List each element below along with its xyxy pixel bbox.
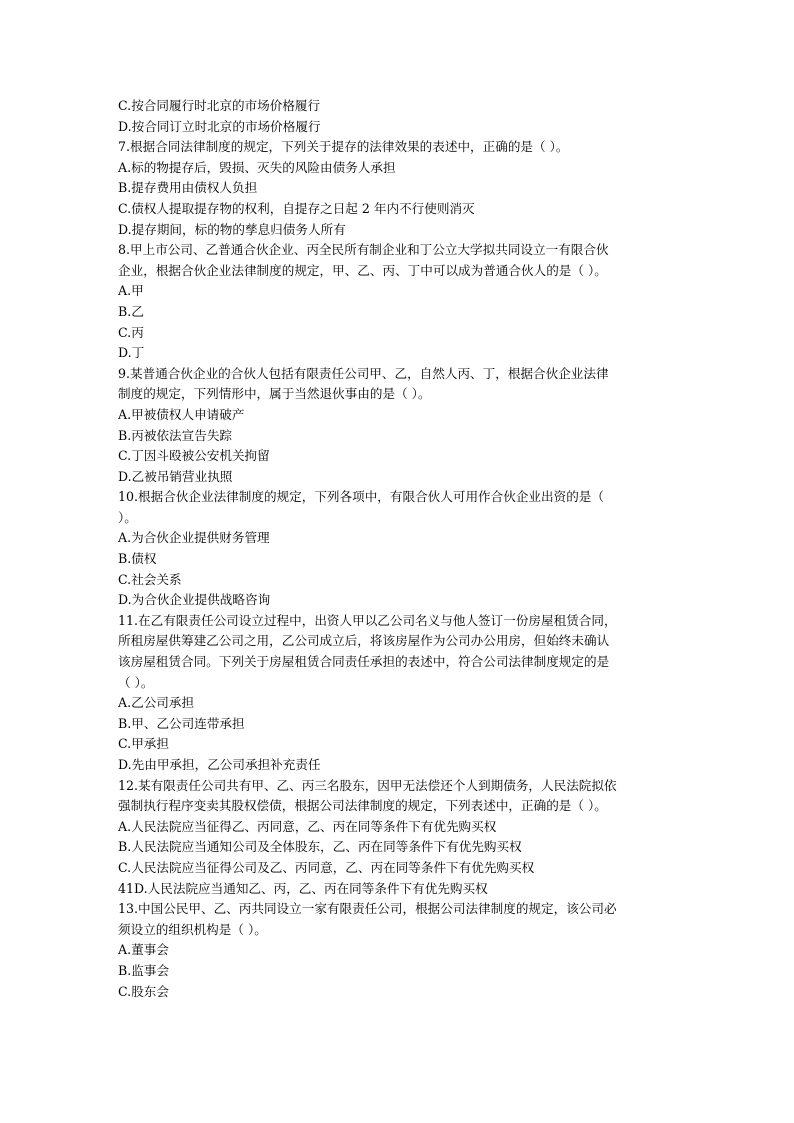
option-line: A.标的物提存后，毁损、灭失的风险由债务人承担 (118, 159, 396, 175)
option-line: C.债权人提取提存物的权利，自提存之日起 2 年内不行使则消灭 (118, 200, 475, 216)
option-line: B.乙 (118, 303, 144, 319)
option-line: B.人民法院应当通知公司及全体股东，乙、丙在同等条件下有优先购买权 (118, 839, 522, 855)
option-line: C.人民法院应当征得公司及乙、丙同意，乙、丙在同等条件下有优先购买权 (118, 859, 535, 875)
option-line: D.按合同订立时北京的市场价格履行 (118, 118, 321, 134)
question-line: 该房屋租赁合同。下列关于房屋租赁合同责任承担的表述中，符合公司法律制度规定的是 (118, 654, 610, 670)
option-line: B.监事会 (118, 962, 170, 978)
option-line: C.股东会 (118, 983, 169, 999)
option-line: D.先由甲承担，乙公司承担补充责任 (118, 757, 321, 772)
option-line: 41D.人民法院应当通知乙、丙，乙、丙在同等条件下有优先购买权 (118, 880, 488, 896)
option-line: B.丙被依法宣告失踪 (118, 427, 233, 443)
question-line: （ ）。 (118, 674, 154, 690)
question-line: 10.根据合伙企业法律制度的规定，下列各项中，有限合伙人可用作合伙企业出资的是（ (118, 489, 604, 505)
question-line: 11.在乙有限责任公司设立过程中，出资人甲以乙公司名义与他人签订一份房屋租赁合同， (118, 612, 617, 628)
option-line: B.提存费用由债权人负担 (118, 180, 258, 196)
question-line: 所租房屋供筹建乙公司之用，乙公司成立后，将该房屋作为公司办公用房，但始终未确认 (118, 633, 610, 649)
question-line: ）。 (118, 509, 137, 525)
option-line: D.提存期间，标的物的孳息归债务人所有 (118, 221, 346, 237)
question-line: 13.中国公民甲、乙、丙共同设立一家有限责任公司，根据公司法律制度的规定，该公司必 (118, 901, 617, 917)
option-line: A.乙公司承担 (118, 695, 195, 711)
option-line: C.按合同履行时北京的市场价格履行 (118, 98, 321, 113)
option-line: A.为合伙企业提供财务管理 (118, 530, 270, 546)
question-line: 须设立的组织机构是（ ）。 (118, 921, 267, 937)
question-line: 制度的规定，下列情形中，属于当然退伙事由的是（ ）。 (118, 386, 431, 402)
option-line: A.甲 (118, 283, 144, 299)
question-line: 8.甲上市公司、乙普通合伙企业、丙全民所有制企业和丁公立大学拟共同设立一有限合伙 (118, 242, 609, 258)
option-line: C.丙 (118, 324, 144, 340)
option-line: C.丁因斗殴被公安机关拘留 (118, 448, 270, 464)
question-line: 9.某普通合伙企业的合伙人包括有限责任公司甲、乙，自然人丙、丁，根据合伙企业法律 (118, 365, 609, 381)
option-line: A.董事会 (118, 942, 169, 958)
document-page (118, 96, 678, 1002)
option-line: B.甲、乙公司连带承担 (118, 715, 245, 731)
question-line: 12.某有限责任公司共有甲、乙、丙三名股东，因甲无法偿还个人到期债务，人民法院拟依 (118, 777, 617, 793)
question-line: 强制执行程序变卖其股权偿债，根据公司法律制度的规定，下列表述中，正确的是（ ）。 (118, 798, 607, 814)
option-line: D.乙被吊销营业执照 (118, 468, 233, 484)
question-line: 企业，根据合伙企业法律制度的规定，甲、乙、丙、丁中可以成为普通合伙人的是（ ）。 (118, 262, 607, 278)
option-line: B.债权 (118, 551, 157, 567)
question-line: 7.根据合同法律制度的规定，下列关于提存的法律效果的表述中，正确的是（ ）。 (118, 139, 569, 155)
option-line: C.甲承担 (118, 736, 169, 752)
option-line: A.人民法院应当征得乙、丙同意，乙、丙在同等条件下有优先购买权 (118, 818, 497, 834)
option-line: A.甲被债权人申请破产 (118, 406, 245, 422)
option-line: C.社会关系 (118, 571, 182, 587)
option-line: D.丁 (118, 345, 145, 361)
option-line: D.为合伙企业提供战略咨询 (118, 592, 271, 608)
